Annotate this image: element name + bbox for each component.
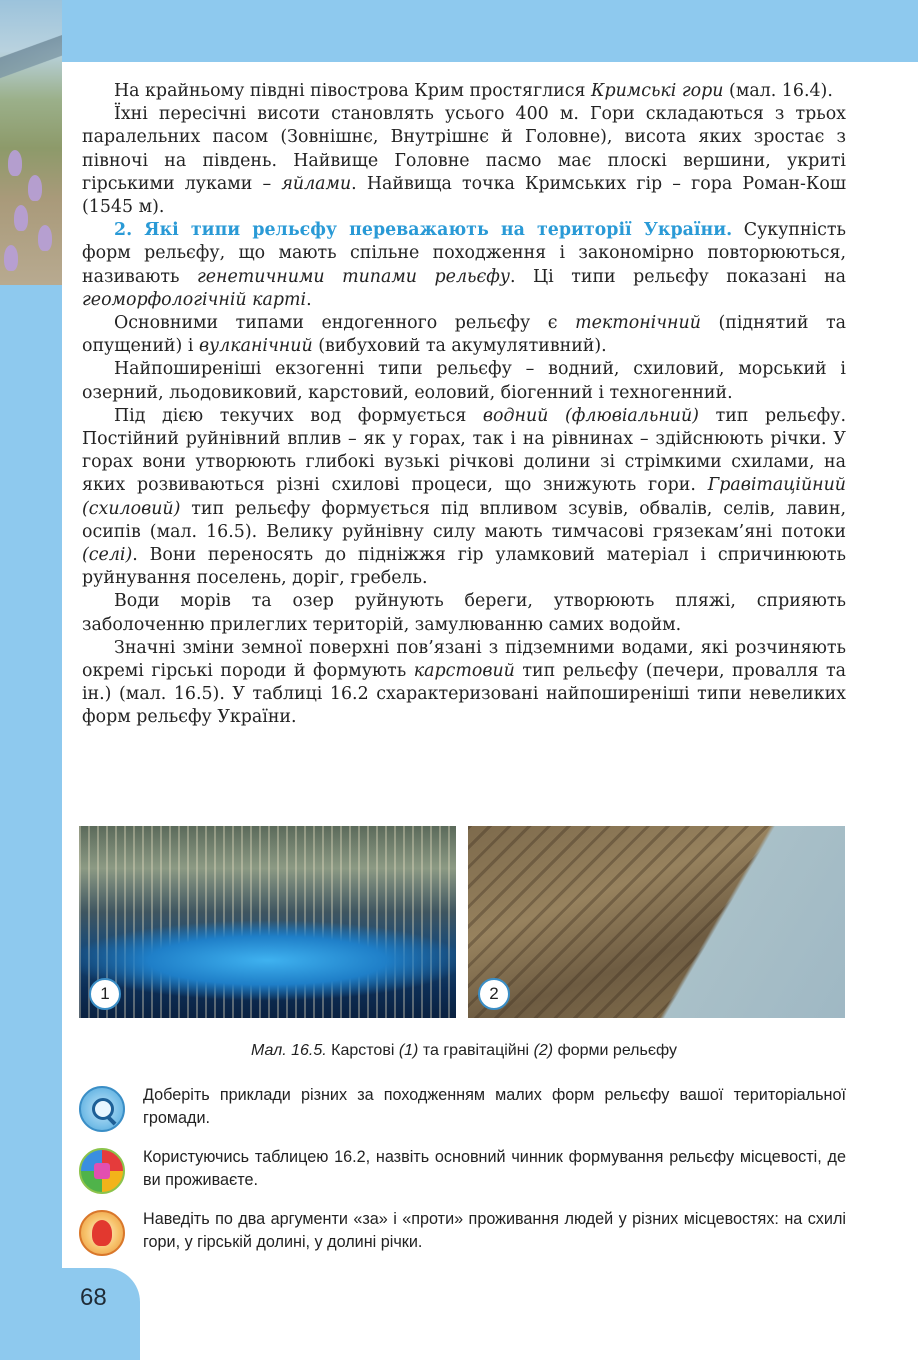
task-item	[79, 1084, 846, 1136]
caption-text: форми рельєфу	[553, 1042, 677, 1059]
text-run: На крайньому півдні півострова Крим простяглися	[114, 81, 591, 101]
text-run: тип рельєфу. Постійний руйнівний вплив – як у горах, так і на рівнинах – здійснюють річки. У горах вони утворюють глибокі вузькі річкові долини зі стрімкими схилами, на яких розвиваються різні схилові процеси, що знижують гори.	[82, 405, 847, 496]
caption-ref: (1)	[398, 1042, 419, 1059]
figure-caption	[82, 1042, 846, 1060]
text-run: Їхні пересічні висоти становлять усього 400 м. Гори складаються з трьох паралельних пасом (Зовнішнє, Внутрішнє й Головне), висота яких зростає з півночі на південь. Найвище Головне пасмо має плоскі вершини, укриті гірськими луками –	[82, 104, 846, 194]
figure-16-5	[79, 826, 845, 1018]
text-run: Під дією текучих вод формується	[114, 405, 483, 426]
term: Гравітаційний (схиловий)	[82, 475, 846, 519]
page-corner-tab	[0, 1268, 140, 1360]
paragraph	[82, 358, 846, 404]
puzzle-icon	[79, 1148, 125, 1194]
text-run: .	[306, 289, 312, 310]
karst-cave-photo	[79, 826, 456, 1018]
term: карстовий	[413, 661, 515, 682]
paragraph	[82, 637, 846, 730]
term: водний (флювіальний)	[482, 405, 699, 426]
paragraph	[82, 219, 846, 312]
photo-number-badge: 1	[89, 978, 121, 1010]
text-run: Води морів та озер руйнують береги, утворюють пляжі, сприяють заболоченню прилеглих територій, замулюванню самих водойм.	[82, 591, 846, 635]
text-run: Основними типами ендогенного рельєфу є	[114, 313, 576, 334]
caption-text: та гравітаційні	[418, 1042, 534, 1059]
text-run: (мал. 16.4).	[723, 81, 833, 101]
caption-ref: (2)	[533, 1042, 554, 1059]
text-run: . Вони переносять до підніжжя гір уламковий матеріал і спричинюють руйнування поселень, доріг, гребель.	[82, 545, 846, 589]
term: Кримські гори	[591, 81, 724, 101]
text-run: . Ці типи рельєфу показані на	[509, 266, 847, 287]
task-item	[79, 1146, 846, 1198]
main-text	[82, 80, 846, 730]
paragraph	[82, 80, 846, 103]
magnifier-icon	[79, 1086, 125, 1132]
task-text: Доберіть приклади різних за походженням малих форм рельєфу вашої територіальної громади.	[143, 1086, 846, 1127]
text-run: тип рельєфу формується під впливом зсувів, обвалів, селів, лавин, осипів (мал. 16.5). Велику руйнівну силу мають тимчасові грязекам’яні потоки	[82, 498, 846, 542]
text-run: (піднятий та опущений) і	[82, 313, 846, 357]
task-text: Наведіть по два аргументи «за» і «проти» проживання людей у різних місцевостях: на схилі гори, у гірській долині, у долині річки.	[143, 1210, 846, 1251]
corner-landscape-photo	[0, 0, 62, 285]
paragraph	[82, 103, 846, 219]
photo-number-badge: 2	[478, 978, 510, 1010]
top-color-band	[0, 0, 918, 62]
term: вулканічний	[198, 336, 313, 357]
paragraph	[82, 590, 846, 636]
text-run: Сукупність форм рельєфу, що мають спільне походження і закономірно повторюються, називають	[82, 220, 846, 287]
term: тектонічний	[575, 313, 701, 334]
text-run: тип рельєфу (печери, провалля та ін.) (мал. 16.5). У таблиці 16.2 схарактеризовані найпоширеніші типи невеликих форм рельєфу України.	[82, 661, 846, 728]
page-number: 68	[80, 1284, 107, 1311]
paragraph	[82, 405, 846, 591]
text-run: Найпоширеніші екзогенні типи рельєфу – водний, схиловий, морський і озерний, льодовиковий, карстовий, еоловий, біогенний і техногенний.	[82, 359, 846, 403]
landslide-cliff-photo	[468, 826, 845, 1018]
caption-prefix: Мал. 16.5.	[250, 1042, 327, 1059]
paragraph	[82, 312, 846, 358]
task-item	[79, 1208, 846, 1260]
section-heading: 2. Які типи рельєфу переважають на території України.	[114, 220, 733, 241]
head-lightbulb-icon	[79, 1210, 125, 1256]
term: (селі)	[82, 545, 133, 566]
term: яйлами	[281, 173, 352, 194]
term: геоморфологічній карті	[82, 289, 307, 310]
task-text: Користуючись таблицею 16.2, назвіть основний чинник формування рельєфу місцевості, де ви проживаєте.	[143, 1148, 846, 1189]
text-run: (вибуховий та акумулятивний).	[312, 336, 607, 357]
text-run: . Найвища точка Кримських гір – гора Роман-Кош (1545 м).	[82, 173, 846, 218]
term: генетичними типами рельєфу	[196, 266, 510, 287]
caption-text: Карстові	[326, 1042, 399, 1059]
text-run: Значні зміни земної поверхні пов’язані з підземними водами, які розчиняють окремі гірські породи й формують	[82, 637, 846, 682]
